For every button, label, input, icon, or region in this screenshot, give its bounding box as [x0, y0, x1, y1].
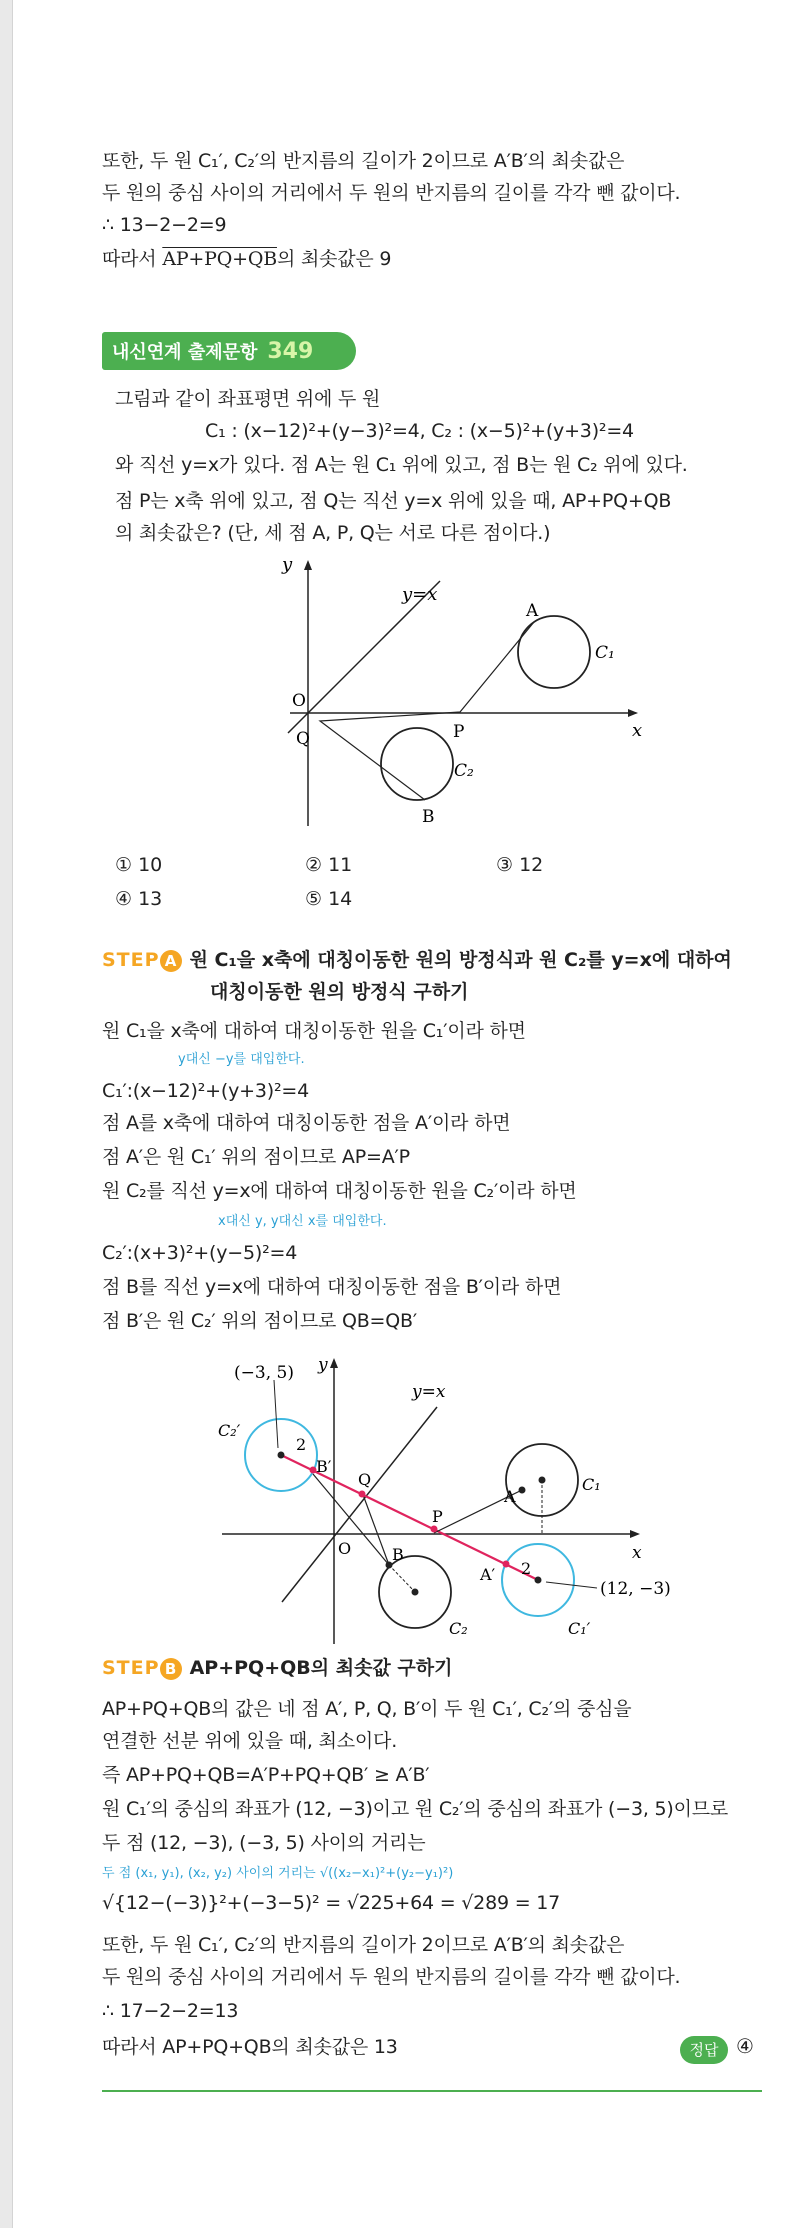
fig2-c2p-label: C₂′	[218, 1421, 241, 1440]
step-a-tag: STEP	[102, 949, 160, 971]
fig1-point-a: A	[526, 601, 539, 621]
top-line-1: 또한, 두 원 C₁′, C₂′의 반지름의 길이가 2이므로 A′B′의 최솟값은	[102, 150, 625, 172]
fig2-ap-label: A′	[480, 1565, 496, 1584]
fig1-c1-label: C₁	[595, 643, 615, 663]
problem-text-5: 의 최솟값은? (단, 세 점 A, P, Q는 서로 다른 점이다.)	[115, 522, 551, 544]
step-a-line-2: C₁′:(x−12)²+(y+3)²=4	[102, 1080, 310, 1102]
fig2-o-label: O	[338, 1539, 352, 1558]
fig2-a-label: A	[504, 1487, 516, 1506]
fig2-point-q	[359, 1491, 366, 1498]
step-b-line-4: 원 C₁′의 중심의 좌표가 (12, −3)이고 원 C₂′의 중심의 좌표가 (−3, 5)이므로	[102, 1798, 729, 1820]
step-a-line-3: 점 A를 x축에 대하여 대칭이동한 점을 A′이라 하면	[102, 1112, 511, 1134]
fig2-point-p	[431, 1526, 438, 1533]
step-b-letter: B	[160, 1658, 182, 1680]
fig2-y-label: y	[318, 1355, 328, 1375]
fig1-circle-c2	[381, 728, 453, 800]
fig1-x-arrow	[628, 709, 638, 717]
fig2-r1-label: 2	[296, 1435, 307, 1454]
step-a-letter: A	[160, 950, 182, 972]
fig2-x-label: x	[632, 1543, 642, 1563]
choice-4[interactable]: ④ 13	[115, 888, 163, 910]
step-b-line-5: 두 점 (12, −3), (−3, 5) 사이의 거리는	[102, 1832, 426, 1854]
fig2-bp-label: B′	[316, 1457, 332, 1476]
fig1-point-p: P	[453, 722, 465, 742]
problem-figure	[270, 556, 660, 838]
problem-badge	[102, 332, 356, 370]
top-line-2: 두 원의 중심 사이의 거리에서 두 원의 반지름의 길이를 각각 뺀 값이다.	[102, 182, 681, 204]
step-a-line-6: C₂′:(x+3)²+(y−5)²=4	[102, 1242, 298, 1264]
step-a-title-1: STEP A 원 C₁을 x축에 대칭이동한 원의 방정식과 원 C₂를 y=x에 대하여	[102, 949, 732, 971]
choice-3[interactable]: ③ 12	[496, 854, 544, 876]
step-a-hint-1: y대신 −y를 대입한다.	[178, 1052, 305, 1067]
step-b-line-9: ∴ 17−2−2=13	[102, 2000, 239, 2022]
step-b-line-1: AP+PQ+QB의 값은 네 점 A′, P, Q, B′이 두 원 C₁′, C₂′의 중심을	[102, 1698, 632, 1720]
bottom-divider	[102, 2090, 762, 2092]
fig2-r2-label: 2	[521, 1559, 532, 1578]
step-b-line-2: 연결한 선분 위에 있을 때, 최소이다.	[102, 1730, 398, 1752]
fig2-q-label: Q	[358, 1470, 372, 1489]
step-b-line-8: 두 원의 중심 사이의 거리에서 두 원의 반지름의 길이를 각각 뺀 값이다.	[102, 1966, 681, 1988]
step-b-line-7: 또한, 두 원 C₁′, C₂′의 반지름의 길이가 2이므로 A′B′의 최솟값은	[102, 1934, 625, 1956]
step-b-tag: STEP	[102, 1657, 160, 1679]
step-a-line-1: 원 C₁을 x축에 대하여 대칭이동한 원을 C₁′이라 하면	[102, 1020, 526, 1042]
choice-5[interactable]: ⑤ 14	[305, 888, 353, 910]
problem-equation: C₁ : (x−12)²+(y−3)²=4, C₂ : (x−5)²+(y+3)²=4	[205, 420, 634, 442]
fig1-y-label: y	[282, 556, 293, 575]
fig2-drop-c2	[389, 1565, 415, 1592]
fig2-center-c2p	[278, 1452, 285, 1459]
fig2-leader-2	[546, 1582, 597, 1588]
badge-label: 내신연계 출제문항	[112, 342, 258, 363]
fig2-point-a	[519, 1487, 526, 1494]
fig1-c2-label: C₂	[454, 761, 474, 781]
fig1-circle-c1	[518, 616, 590, 688]
problem-text-1: 그림과 같이 좌표평면 위에 두 원	[115, 388, 381, 410]
answer-label: 정답	[680, 2036, 728, 2064]
problem-text-4: 점 P는 x축 위에 있고, 점 Q는 직선 y=x 위에 있을 때, AP+PQ+QB	[115, 490, 672, 512]
fig1-line-label: y=x	[402, 584, 438, 605]
fig1-origin: O	[292, 691, 306, 711]
fig2-c1-label: C₁	[582, 1475, 601, 1494]
fig1-point-q: Q	[296, 729, 310, 749]
problem-text-3: 와 직선 y=x가 있다. 점 A는 원 C₁ 위에 있고, 점 B는 원 C₂ 위에 있다.	[115, 454, 688, 476]
step-a-hint-2: x대신 y, y대신 x를 대입한다.	[218, 1214, 387, 1229]
fig2-line-label: y=x	[412, 1382, 446, 1402]
solution-figure	[212, 1352, 702, 1652]
fig2-p-label: P	[432, 1507, 443, 1526]
fig2-c2-label: C₂	[449, 1619, 468, 1638]
fig2-center-c2	[412, 1589, 419, 1596]
step-b-hint: 두 점 (x₁, y₁), (x₂, y₂) 사이의 거리는 √((x₂−x₁)²+(y₂−y₁)²)	[102, 1866, 454, 1881]
top-line-3: ∴ 13−2−2=9	[102, 214, 227, 236]
fig2-c1p-label: C₁′	[568, 1619, 591, 1638]
choice-2[interactable]: ② 11	[305, 854, 353, 876]
fig2-y-arrow	[330, 1358, 338, 1368]
fig2-seg-qb	[362, 1492, 389, 1565]
step-a-line-7: 점 B를 직선 y=x에 대하여 대칭이동한 점을 B′이라 하면	[102, 1276, 562, 1298]
step-a-line-8: 점 B′은 원 C₂′ 위의 점이므로 QB=QB′	[102, 1310, 417, 1332]
fig2-center-c1	[539, 1477, 546, 1484]
step-b-line-3: 즉 AP+PQ+QB=A′P+PQ+QB′ ≥ A′B′	[102, 1764, 430, 1786]
step-b-line-10: 따라서 AP+PQ+QB의 최솟값은 13	[102, 2036, 398, 2058]
answer-value: ④	[736, 2034, 754, 2058]
fig2-point-ap	[503, 1561, 510, 1568]
fig2-x-arrow	[630, 1530, 640, 1538]
top-line-4: 따라서 AP+PQ+QB의 최솟값은 9	[102, 248, 392, 270]
fig2-pt2-label: (12, −3)	[600, 1579, 671, 1599]
fig1-y-arrow	[304, 560, 312, 570]
fig2-b-label: B	[392, 1545, 404, 1564]
fig1-path	[320, 622, 534, 800]
choice-1[interactable]: ① 10	[115, 854, 163, 876]
badge-number: 349	[267, 338, 314, 364]
fig1-x-label: x	[632, 720, 643, 741]
fig2-leader-1	[274, 1380, 278, 1448]
step-a-line-5: 원 C₂를 직선 y=x에 대하여 대칭이동한 원을 C₂′이라 하면	[102, 1180, 577, 1202]
fig1-point-b: B	[422, 807, 435, 827]
step-a-line-4: 점 A′은 원 C₁′ 위의 점이므로 AP=A′P	[102, 1146, 410, 1168]
page-edge	[0, 0, 13, 2228]
fig2-pt1-label: (−3, 5)	[234, 1363, 294, 1383]
step-b-line-6: √{12−(−3)}²+(−3−5)² = √225+64 = √289 = 17	[102, 1892, 561, 1914]
step-b-title: STEP B AP+PQ+QB의 최솟값 구하기	[102, 1657, 453, 1679]
fig2-center-c1p	[535, 1577, 542, 1584]
step-a-title-2: 대칭이동한 원의 방정식 구하기	[210, 981, 469, 1003]
